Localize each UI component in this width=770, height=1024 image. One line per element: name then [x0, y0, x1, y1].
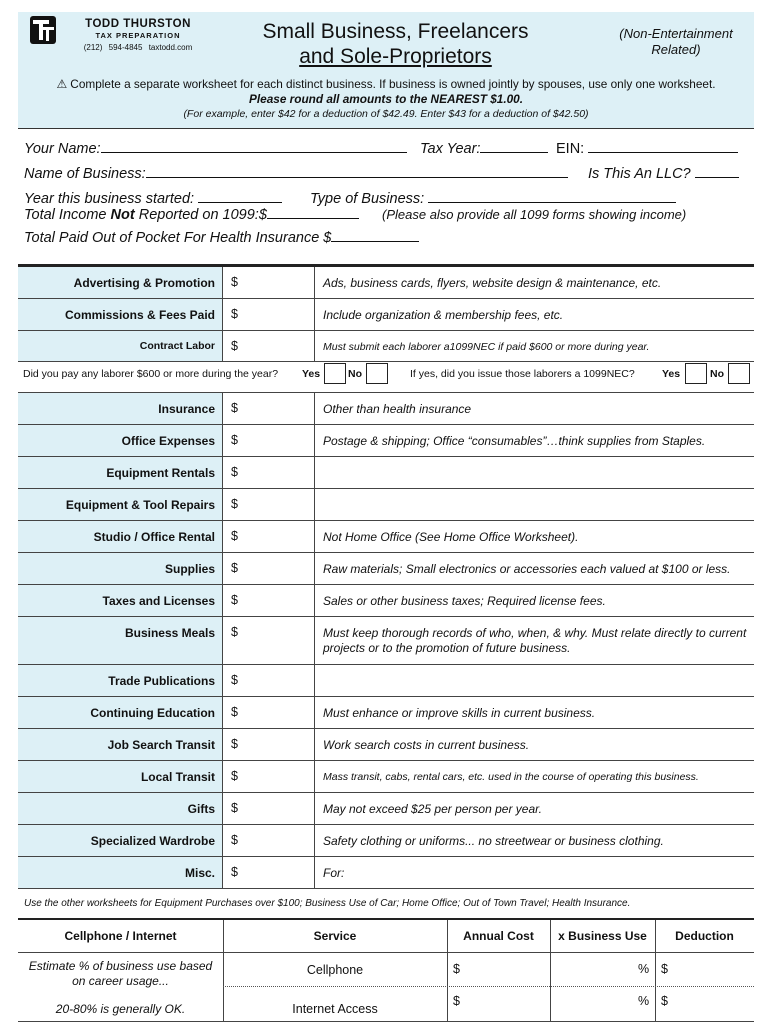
expense-category: Advertising & Promotion — [18, 267, 223, 298]
expense-amount-input[interactable]: $ — [223, 267, 315, 298]
expense-amount-input[interactable]: $ — [223, 857, 315, 888]
expense-row — [18, 267, 754, 299]
divider — [655, 920, 656, 1022]
total-income-line[interactable] — [267, 205, 359, 219]
expense-row — [18, 425, 754, 457]
expense-note: Work search costs in current business. — [323, 738, 530, 752]
expense-row — [18, 825, 754, 857]
page-title — [218, 19, 573, 69]
expense-amount-input[interactable]: $ — [223, 457, 315, 488]
service-cellphone: Cellphone — [306, 963, 364, 977]
col-header-annual-cost: Annual Cost — [447, 920, 550, 953]
expense-category: Studio / Office Rental — [18, 521, 223, 552]
business-use-range-note: 20-80% is generally OK. — [55, 1002, 186, 1016]
your-name-field[interactable] — [24, 139, 407, 157]
instruction-line-3: (For example, enter $42 for a deduction of $42.49. Enter $43 for a deduction of $42.50) — [183, 108, 589, 120]
col-header-deduction: Deduction — [655, 920, 754, 953]
q2-yes-label: Yes — [662, 368, 681, 380]
expense-note: Not Home Office (See Home Office Worksheet). — [323, 530, 579, 544]
expense-amount-input[interactable]: $ — [223, 825, 315, 856]
expense-note: Other than health insurance — [323, 402, 472, 416]
health-insurance-field[interactable] — [24, 228, 419, 246]
expense-row — [18, 761, 754, 793]
year-started-line[interactable] — [198, 189, 282, 203]
brand-phone: (212) 594-4845 — [83, 43, 143, 52]
expense-table — [18, 264, 754, 880]
expense-note: Postage & shipping; Office “consumables”…think supplies from Staples. — [323, 434, 706, 448]
instruction-line-2: Please round all amounts to the NEAREST $1.00. — [248, 92, 524, 106]
expense-category: Continuing Education — [18, 697, 223, 728]
health-insurance-line[interactable] — [331, 228, 419, 242]
expense-category: Specialized Wardrobe — [18, 825, 223, 856]
expense-row — [18, 331, 754, 362]
total-income-label-b: Not — [110, 207, 135, 223]
business-use-estimate-note: Estimate % of business use based on career usage... — [28, 959, 213, 988]
laborer-question-2: If yes, did you issue those laborers a 1099NEC? — [410, 368, 635, 380]
expense-amount-input[interactable]: $ — [223, 521, 315, 552]
title-line-1: Small Business, Freelancers — [262, 20, 529, 43]
expense-category: Business Meals — [18, 617, 223, 664]
divider — [550, 920, 551, 1022]
expense-row — [18, 489, 754, 521]
expense-category: Equipment Rentals — [18, 457, 223, 488]
cellphone-annual-cost-input[interactable]: $ — [453, 962, 460, 976]
tax-year-label: Tax Year: — [420, 141, 481, 157]
tax-year-line[interactable] — [480, 139, 548, 153]
title-note — [600, 26, 752, 58]
brand-name: TODD THURSTON — [85, 18, 191, 30]
total-income-note: (Please also provide all 1099 forms showing income) — [382, 207, 687, 222]
expense-amount-input[interactable]: $ — [223, 489, 315, 520]
expense-category: Office Expenses — [18, 425, 223, 456]
brand-subtitle: TAX PREPARATION — [95, 31, 181, 40]
health-insurance-label: Total Paid Out of Pocket For Health Insurance $ — [24, 230, 332, 246]
expense-note: Must enhance or improve skills in current business. — [323, 706, 596, 720]
expense-note: Safety clothing or uniforms... no streetwear or business clothing. — [323, 834, 664, 848]
business-name-field[interactable] — [24, 164, 568, 182]
expense-category: Insurance — [18, 393, 223, 424]
expense-category: Gifts — [18, 793, 223, 824]
expense-category: Equipment & Tool Repairs — [18, 489, 223, 520]
expense-amount-input[interactable]: $ — [223, 553, 315, 584]
instruction-line-1: ⚠ Complete a separate worksheet for each distinct business. If business is owned jointly by spouses, use only one worksheet. — [56, 77, 716, 91]
expense-row — [18, 585, 754, 617]
service-internet-access: Internet Access — [292, 1002, 378, 1016]
total-income-label-c: Reported on 1099:$ — [134, 207, 267, 223]
expense-amount-input[interactable]: $ — [223, 697, 315, 728]
laborer-question-row — [18, 362, 754, 393]
expense-row — [18, 299, 754, 331]
expense-note: Must submit each laborer a1099NEC if paid $600 or more during year. — [323, 341, 650, 353]
q2-no-checkbox[interactable] — [728, 363, 750, 384]
ein-label: EIN: — [556, 141, 585, 157]
expense-category: Local Transit — [18, 761, 223, 792]
expense-note: Mass transit, cabs, rental cars, etc. used in the course of operating this business. — [323, 771, 699, 783]
expense-amount-input[interactable]: $ — [223, 393, 315, 424]
expense-note: Ads, business cards, flyers, website design & maintenance, etc. — [323, 276, 662, 290]
expense-amount-input[interactable]: $ — [223, 331, 315, 361]
q1-no-label: No — [348, 368, 362, 380]
internet-deduction-input[interactable]: $ — [661, 994, 668, 1008]
ein-field[interactable] — [556, 139, 738, 157]
table-bottom-border — [18, 1021, 754, 1022]
business-type-line[interactable] — [428, 189, 676, 203]
expense-row — [18, 793, 754, 825]
title-note-line-1: (Non-Entertainment — [619, 26, 733, 41]
instructions — [18, 77, 754, 122]
expense-row — [18, 553, 754, 585]
your-name-line[interactable] — [101, 139, 407, 153]
business-type-label: Type of Business: — [310, 191, 425, 207]
expense-amount-input[interactable]: $ — [223, 665, 315, 696]
total-income-label-a: Total Income — [24, 207, 111, 223]
ein-line[interactable] — [588, 139, 738, 153]
expense-row — [18, 521, 754, 553]
q2-yes-checkbox[interactable] — [685, 363, 707, 384]
expense-category: Commissions & Fees Paid — [18, 299, 223, 330]
title-note-line-2: Related) — [651, 42, 701, 57]
expense-amount-input[interactable]: $ — [223, 585, 315, 616]
title-line-2: and Sole-Proprietors — [299, 45, 492, 68]
total-income-field[interactable] — [24, 205, 359, 223]
internet-business-use-input[interactable]: % — [638, 994, 650, 1008]
business-name-label: Name of Business: — [24, 166, 146, 182]
q1-yes-checkbox[interactable] — [324, 363, 346, 384]
expense-note: Include organization & membership fees, etc. — [323, 308, 564, 322]
worksheets-footnote: Use the other worksheets for Equipment Purchases over $100; Business Use of Car; Home Office; Out of Town Travel; Health Insurance. — [24, 898, 631, 909]
brand-contact — [73, 43, 203, 52]
llc-label: Is This An LLC? — [588, 166, 691, 182]
expense-row — [18, 729, 754, 761]
laborer-question-1: Did you pay any laborer $600 or more during the year? — [23, 368, 279, 380]
expense-note: Must keep thorough records of who, when, & why. Must relate directly to current projects or to the promotion of future business. — [323, 626, 747, 655]
expense-note: For: — [323, 866, 345, 880]
brand-site: taxtodd.com — [148, 43, 193, 52]
expense-row — [18, 457, 754, 489]
expense-category: Taxes and Licenses — [18, 585, 223, 616]
tax-year-field[interactable] — [420, 139, 548, 157]
expense-note: May not exceed $25 per person per year. — [323, 802, 543, 816]
expense-note: Sales or other business taxes; Required license fees. — [323, 594, 606, 608]
expense-amount-input[interactable]: $ — [223, 299, 315, 330]
expense-amount-input[interactable]: $ — [223, 425, 315, 456]
expense-row — [18, 857, 754, 889]
tt-logo-icon — [30, 16, 56, 44]
business-type-field[interactable] — [310, 189, 676, 207]
col-header-cellphone-internet: Cellphone / Internet — [18, 920, 223, 953]
expense-row — [18, 617, 754, 665]
llc-line[interactable] — [695, 164, 739, 178]
expense-amount-input[interactable]: $ — [223, 793, 315, 824]
expense-category: Misc. — [18, 857, 223, 888]
cellphone-business-use-input[interactable]: % — [638, 962, 650, 976]
header-divider — [18, 128, 754, 129]
expense-row — [18, 697, 754, 729]
q2-no-label: No — [710, 368, 724, 380]
expense-category: Contract Labor — [18, 331, 223, 361]
expense-note: Raw materials; Small electronics or accessories each valued at $100 or less. — [323, 562, 731, 576]
brand-block — [73, 18, 203, 52]
business-name-line[interactable] — [146, 164, 568, 178]
row-separator — [223, 986, 754, 987]
col-header-service: Service — [223, 920, 447, 953]
expense-note — [315, 489, 754, 520]
expense-row — [18, 393, 754, 425]
expense-amount-input[interactable]: $ — [223, 617, 315, 664]
header-banner — [18, 12, 754, 128]
q1-yes-label: Yes — [302, 368, 321, 380]
expense-amount-input[interactable]: $ — [223, 729, 315, 760]
your-name-label: Your Name: — [24, 141, 101, 157]
internet-annual-cost-input[interactable]: $ — [453, 994, 460, 1008]
expense-category: Supplies — [18, 553, 223, 584]
expense-note — [315, 457, 754, 488]
phone-internet-table — [18, 918, 754, 1022]
expense-row — [18, 665, 754, 697]
cellphone-deduction-input[interactable]: $ — [661, 962, 668, 976]
expense-amount-input[interactable]: $ — [223, 761, 315, 792]
q1-no-checkbox[interactable] — [366, 363, 388, 384]
col-header-business-use: x Business Use — [550, 920, 655, 953]
expense-note — [315, 665, 754, 696]
expense-category: Job Search Transit — [18, 729, 223, 760]
divider — [447, 920, 448, 1022]
year-started-label: Year this business started: — [24, 191, 195, 207]
llc-field[interactable] — [588, 164, 739, 182]
expense-category: Trade Publications — [18, 665, 223, 696]
